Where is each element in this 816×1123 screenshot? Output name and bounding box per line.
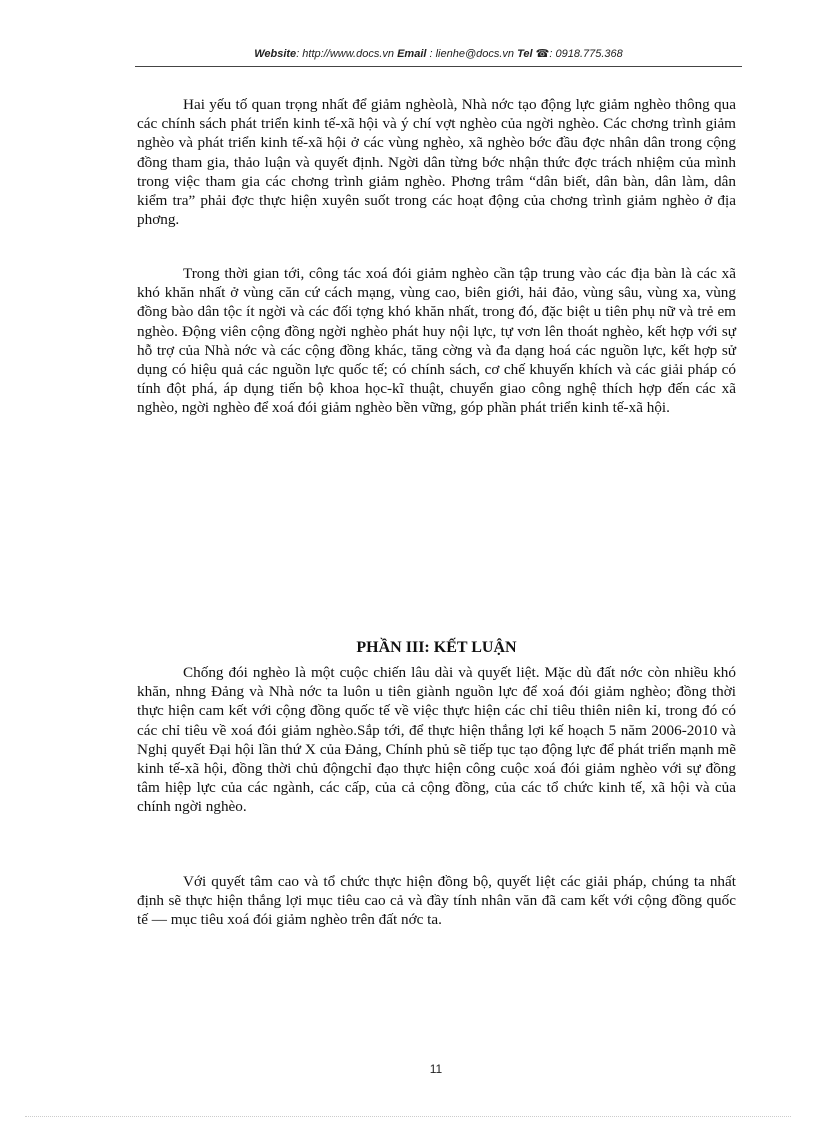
paragraph-4: Với quyết tâm cao và tổ chức thực hiện đồng bộ, quyết liệt các giải pháp, chúng ta nhất định sẽ thực hiện thắng lợi mục tiêu cao cả và đầy tính nhân văn đã cam kết với cộng đồng quốc tế — mục tiêu xoá đói giảm nghèo trên đất nớc ta. [137,873,736,929]
section-title: PHẦN III: KẾT LUẬN [356,639,517,656]
paragraph-1: Hai yếu tố quan trọng nhất để giảm nghèolà, Nhà nớc tạo động lực giảm nghèo thông qua các chính sách phát triển kinh tế-xã hội và ý chí vợt nghèo của ngời nghèo. Các chơng trình giảm nghèo và phát triển kinh tế-xã hội ở các vùng nghèo, xã nghèo bớc đầu đợc nhân dân trong cộng đồng tham gia, thảo luận và quyết định. Ngời dân từng bớc nhận thức đợc trách nhiệm của mình trong việc tham gia các chơng trình giảm nghèo. Phơng trâm “dân biết, dân bàn, dân làm, dân kiểm tra” phải đợc thực hiện xuyên suốt trong các hoạt động của chơng trình giảm nghèo ở địa phơng. [137,96,736,229]
website-value: : http://www.docs.vn [296,48,395,60]
paragraph-block-1 [137,95,736,229]
tel-label: Tel [517,48,533,60]
website-label: Website [254,48,297,60]
paragraph-block-4 [137,872,736,930]
header-divider [135,66,742,67]
email-label: Email [397,48,427,60]
page-number: 11 [429,1062,443,1076]
page-header [135,47,742,60]
paragraph-block-2 [137,264,736,418]
footer-divider [25,1116,791,1117]
tel-value: : 0918.775.368 [549,48,623,60]
paragraph-3: Chống đói nghèo là một cuộc chiến lâu dài và quyết liệt. Mặc dù đất nớc còn nhiều khó khăn, nhng Đảng và Nhà nớc ta luôn u tiên giành nguồn lực để xoá đói giảm nghèo; đồng thời thực hiện cam kết với cộng đồng quốc tế về việc thực hiện các chỉ tiêu thiên niên kỉ, trong đó có các chỉ tiêu về xoá đói giảm nghèo.Sắp tới, để thực hiện thắng lợi kế hoạch 5 năm 2006-2010 và Nghị quyết Đại hội lần thứ X của Đảng, Chính phủ sẽ tiếp tục tạo động lực để phát triển mạnh mẽ kinh tế-xã hội, đồng thời chủ độngchỉ đạo thực hiện công cuộc xoá đói giảm nghèo với sự đồng tâm hiệp lực của các ngành, các cấp, của cả cộng đồng, của các tổ chức kinh tế, xã hội và của chính ngời nghèo. [137,664,736,816]
paragraph-2: Trong thời gian tới, công tác xoá đói giảm nghèo cần tập trung vào các địa bàn là các xã khó khăn nhất ở vùng căn cứ cách mạng, vùng cao, biên giới, hải đảo, vùng sâu, vùng xa, vùng đồng bào dân tộc ít ngời và các đối tợng khó khăn nhất, trong đó, đặc biệt u tiên phụ nữ và trẻ em nghèo. Động viên cộng đồng ngời nghèo phát huy nội lực, tự vơn lên thoát nghèo, kết hợp với sự hỗ trợ của Nhà nớc và các cộng đồng khác, tăng cờng và đa dạng hoá các nguồn lực, kết hợp sử dụng có hiệu quả các nguồn lực quốc tế; có chính sách, cơ chế khuyến khích và các giải pháp có tính đột phá, áp dụng tiến bộ khoa học-kĩ thuật, chuyển giao công nghệ thích hợp đến các xã nghèo, ngời nghèo để xoá đói giảm nghèo bền vững, góp phần phát triển kinh tế-xã hội. [137,265,736,417]
paragraph-block-3 [137,663,736,817]
phone-icon: ☎ [535,48,550,60]
email-value: : lienhe@docs.vn [429,48,515,60]
